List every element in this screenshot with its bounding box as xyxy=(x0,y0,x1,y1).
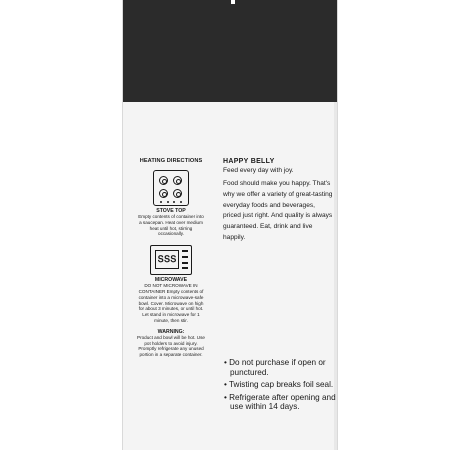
burner-icon xyxy=(173,189,182,198)
note-item: • Do not purchase if open or punctured. xyxy=(224,358,326,377)
carton-top-mark xyxy=(231,0,235,4)
warning-label: WARNING: xyxy=(157,328,185,335)
stove-top-label: STOVE TOP xyxy=(156,208,186,214)
stove-knobs xyxy=(160,201,182,203)
microwave-window: ՏՏՏ xyxy=(155,250,179,269)
carton-top-band xyxy=(123,0,337,102)
note-item: • Twisting cap breaks foil seal. xyxy=(224,380,334,390)
brand-description: Food should make you happy. That's why we offer a variety of great-tasting everyday foods and beverages, priced just right. And quality is always guaranteed. Eat, drink and live happily. xyxy=(223,180,333,241)
brand-tagline: Feed every day with joy. xyxy=(223,167,294,174)
stove-top-instructions: Empty contents of container into a saucepan. Heat over medium heat until hot, stirring occasionally. xyxy=(138,214,204,237)
stove-icon xyxy=(153,170,189,206)
brand-name: HAPPY BELLY xyxy=(223,158,275,165)
burner-icon xyxy=(159,189,168,198)
microwave-label: MICROWAVE xyxy=(154,277,188,284)
storage-notes xyxy=(224,358,336,415)
heating-directions-title: HEATING DIRECTIONS xyxy=(139,158,203,164)
microwave-instructions: DO NOT MICROWAVE IN CONTAINER Empty contents of container into a microwave-safe bowl. Cover. Microwave on high for about 3 minutes, or until hot. Let stand in microwave for 1 minute, then stir. xyxy=(138,283,204,323)
warning-text: Product and bowl will be hot. Use pot holders to avoid injury. Promptly refrigerate any unused portion in a separate container. xyxy=(137,334,205,358)
microwave-controls xyxy=(182,250,188,269)
brand-panel xyxy=(223,158,333,244)
heating-directions-panel xyxy=(137,158,205,358)
microwave-icon xyxy=(150,245,192,275)
burner-icon xyxy=(159,176,168,185)
burner-icon xyxy=(173,176,182,185)
note-item: • Refrigerate after opening and use within 14 days. xyxy=(224,392,336,412)
